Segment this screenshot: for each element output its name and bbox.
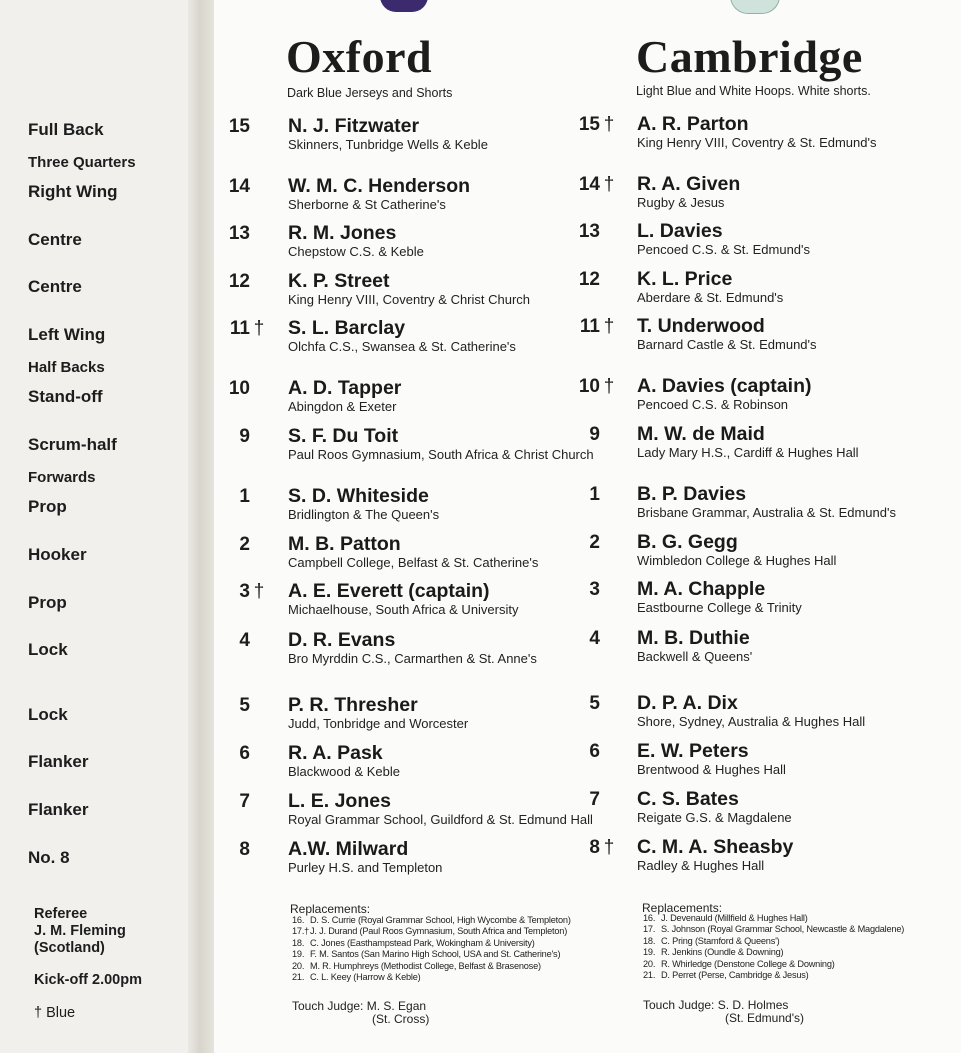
player-name: A. Davies (captain)	[637, 375, 812, 397]
replacement-text: J. J. Durand (Paul Roos Gymnasium, South Africa and Templeton)	[310, 926, 568, 937]
oxford-title: Oxford	[286, 31, 433, 82]
player-name: M. W. de Maid	[637, 423, 765, 445]
replacement-number: 21.	[643, 970, 656, 980]
player-name: L. E. Jones	[288, 790, 391, 812]
replacement-text: S. Johnson (Royal Grammar School, Newcastle & Magdalene)	[661, 924, 905, 935]
replacement-number: 20.	[292, 960, 305, 971]
player-school: Olchfa C.S., Swansea & St. Catherine's	[288, 339, 516, 354]
player-name: A. R. Parton	[637, 113, 749, 135]
player-number	[218, 581, 268, 603]
jersey-number: 12	[228, 271, 250, 292]
jersey-number: 8	[589, 837, 600, 858]
blue-dagger-icon: †	[603, 837, 615, 858]
book-spine	[188, 0, 214, 1053]
jersey-number: 8	[239, 839, 250, 860]
player-name: M. A. Chapple	[637, 578, 766, 600]
jersey-number: 14	[578, 174, 600, 195]
jersey-number: 2	[589, 532, 600, 553]
player-number	[218, 378, 268, 400]
player-school: Eastbourne College & Trinity	[637, 600, 802, 615]
replacement-item	[643, 924, 904, 934]
jersey-number: 11	[579, 316, 600, 337]
player-name: L. Davies	[637, 220, 723, 242]
referee-title: Referee	[34, 906, 88, 922]
replacement-item	[643, 936, 780, 946]
player-school: Pencoed C.S. & St. Edmund's	[637, 242, 811, 257]
player-number	[218, 534, 268, 556]
player-school: Michaelhouse, South Africa & University	[288, 602, 519, 617]
player-school: Reigate G.S. & Magdalene	[637, 810, 792, 825]
position-label-scrum-half: Scrum-half	[28, 435, 117, 454]
jersey-number: 4	[239, 630, 250, 651]
replacement-number: 18.	[292, 937, 305, 948]
player-number	[562, 693, 618, 715]
position-label-lock: Lock	[28, 705, 68, 724]
position-label-lock: Lock	[28, 640, 68, 659]
position-label-left-wing: Left Wing	[28, 325, 106, 344]
jersey-number: 10	[578, 376, 600, 397]
replacement-number: 21.	[292, 972, 305, 982]
player-number	[218, 318, 268, 340]
player-school: Backwell & Queens'	[637, 649, 753, 664]
replacement-text: C. L. Keey (Harrow & Keble)	[310, 972, 421, 982]
player-school: Wimbledon College & Hughes Hall	[637, 553, 837, 568]
referee-country: (Scotland)	[34, 940, 105, 956]
jersey-number: 15	[578, 114, 600, 135]
jersey-number: 5	[589, 693, 600, 714]
replacement-text: D. Perret (Perse, Cambridge & Jesus)	[661, 970, 809, 980]
player-school: Aberdare & St. Edmund's	[637, 290, 784, 305]
referee-name: J. M. Fleming	[34, 923, 126, 939]
player-school: Paul Roos Gymnasium, South Africa & Christ Church	[288, 447, 594, 462]
player-school: Rugby & Jesus	[637, 195, 725, 210]
replacement-text: F. M. Santos (San Marino High School, USA and St. Catherine's)	[310, 949, 561, 960]
player-number	[218, 695, 268, 717]
jersey-number: 6	[589, 741, 600, 762]
section-label-half-backs: Half Backs	[28, 359, 105, 376]
player-name: S. F. Du Toit	[288, 425, 399, 447]
player-school: Royal Grammar School, Guildford & St. Edmund Hall	[288, 812, 593, 827]
position-label-hooker: Hooker	[28, 545, 87, 564]
kickoff-time: Kick-off 2.00pm	[34, 972, 142, 988]
jersey-number: 11	[229, 318, 250, 339]
replacement-item	[292, 949, 560, 959]
replacement-item	[292, 972, 421, 982]
player-name: M. B. Duthie	[637, 627, 750, 649]
player-name: K. L. Price	[637, 268, 733, 290]
jersey-number: 3	[239, 581, 250, 602]
player-number	[562, 376, 618, 398]
jersey-number: 13	[578, 221, 600, 242]
oxford-kit: Dark Blue Jerseys and Shorts	[287, 86, 453, 100]
player-name: A.W. Milward	[288, 838, 409, 860]
replacement-number: 20.	[643, 958, 656, 969]
player-name: D. P. A. Dix	[637, 692, 738, 714]
cambridge-touch-judge: Touch Judge: S. D. Holmes	[643, 998, 789, 1012]
player-name: R. M. Jones	[288, 222, 397, 244]
player-number	[562, 837, 618, 859]
player-number	[562, 628, 618, 650]
player-name: A. D. Tapper	[288, 377, 402, 399]
jersey-number: 3	[589, 579, 600, 600]
player-school: Bridlington & The Queen's	[288, 507, 440, 522]
player-number	[218, 116, 268, 138]
player-school: Skinners, Tunbridge Wells & Keble	[288, 137, 488, 152]
replacement-item	[643, 959, 835, 969]
position-label-no-8: No. 8	[28, 848, 70, 867]
player-number	[562, 316, 618, 338]
replacement-number: 18.	[643, 935, 656, 946]
replacement-item	[643, 947, 783, 957]
player-school: Barnard Castle & St. Edmund's	[637, 337, 817, 352]
player-name: T. Underwood	[637, 315, 765, 337]
blue-dagger-icon: †	[603, 114, 615, 135]
player-name: M. B. Patton	[288, 533, 401, 555]
player-number	[562, 789, 618, 811]
cambridge-title: Cambridge	[636, 31, 863, 82]
jersey-number: 13	[228, 223, 250, 244]
replacement-text: J. Devenauld (Millfield & Hughes Hall)	[661, 913, 808, 923]
jersey-number: 7	[589, 789, 600, 810]
jersey-number: 15	[228, 116, 250, 137]
position-label-flanker: Flanker	[28, 752, 89, 771]
player-name: B. G. Gegg	[637, 531, 738, 553]
replacement-text: M. R. Humphreys (Methodist College, Belfast & Brasenose)	[310, 960, 541, 971]
section-label-forwards: Forwards	[28, 469, 96, 486]
jersey-number: 1	[589, 484, 600, 505]
replacement-item	[292, 926, 567, 936]
player-number	[218, 630, 268, 652]
player-number	[562, 174, 618, 196]
player-school: Brentwood & Hughes Hall	[637, 762, 786, 777]
player-name: C. M. A. Sheasby	[637, 836, 794, 858]
section-label-three-quarters: Three Quarters	[28, 154, 136, 171]
player-school: Campbell College, Belfast & St. Catherine's	[288, 555, 539, 570]
replacement-text: R. Whirledge (Denstone College & Downing)	[661, 958, 835, 969]
player-school: Judd, Tonbridge and Worcester	[288, 716, 469, 731]
jersey-number: 12	[578, 269, 600, 290]
player-school: King Henry VIII, Coventry & Christ Church	[288, 292, 531, 307]
oxford-touch-judge-college: (St. Cross)	[372, 1012, 430, 1026]
player-school: Bro Myrddin C.S., Carmarthen & St. Anne's	[288, 651, 537, 666]
jersey-number: 9	[589, 424, 600, 445]
player-number	[562, 424, 618, 446]
jersey-number: 6	[239, 743, 250, 764]
player-name: S. L. Barclay	[288, 317, 406, 339]
blue-dagger-icon: †	[253, 318, 265, 339]
jersey-number: 9	[239, 426, 250, 447]
player-school: Shore, Sydney, Australia & Hughes Hall	[637, 714, 866, 729]
player-name: C. S. Bates	[637, 788, 739, 810]
blue-dagger-icon: †	[253, 581, 265, 602]
player-name: D. R. Evans	[288, 629, 396, 651]
player-school: Sherborne & St Catherine's	[288, 197, 446, 212]
player-school: Brisbane Grammar, Australia & St. Edmund's	[637, 505, 896, 520]
jersey-number: 5	[239, 695, 250, 716]
position-label-centre: Centre	[28, 277, 82, 296]
player-number	[218, 271, 268, 293]
player-school: Pencoed C.S. & Robinson	[637, 397, 789, 412]
player-number	[562, 741, 618, 763]
replacement-text: D. S. Currie (Royal Grammar School, High Wycombe & Templeton)	[310, 915, 571, 925]
player-number	[562, 579, 618, 601]
left-page	[0, 0, 195, 1053]
player-name: A. E. Everett (captain)	[288, 580, 490, 602]
player-number	[218, 223, 268, 245]
replacement-text: C. Jones (Easthampstead Park, Wokingham & University)	[310, 937, 535, 948]
oxford-replacements-heading: Replacements:	[290, 902, 371, 916]
player-school: Purley H.S. and Templeton	[288, 860, 443, 875]
jersey-number: 10	[228, 378, 250, 399]
position-label-stand-off: Stand-off	[28, 387, 103, 406]
replacement-item	[292, 938, 535, 948]
cambridge-touch-judge-college: (St. Edmund's)	[725, 1011, 804, 1025]
player-name: P. R. Thresher	[288, 694, 418, 716]
player-name: R. A. Given	[637, 173, 741, 195]
replacement-item	[292, 961, 541, 971]
position-label-prop: Prop	[28, 593, 67, 612]
position-label-right-wing: Right Wing	[28, 182, 118, 201]
player-number	[562, 484, 618, 506]
player-number	[218, 176, 268, 198]
jersey-number: 7	[239, 791, 250, 812]
player-number	[562, 221, 618, 243]
replacement-number: 17.	[643, 924, 656, 935]
player-name: S. D. Whiteside	[288, 485, 429, 507]
player-school: Lady Mary H.S., Cardiff & Hughes Hall	[637, 445, 859, 460]
replacement-number: 16.	[643, 913, 656, 923]
replacement-item	[643, 970, 809, 980]
cambridge-replacements-heading: Replacements:	[642, 901, 723, 915]
player-number	[218, 839, 268, 861]
player-number	[562, 114, 618, 136]
player-school: Chepstow C.S. & Keble	[288, 244, 424, 259]
replacement-text: C. Pring (Stamford & Queens')	[661, 935, 780, 946]
player-name: B. P. Davies	[637, 483, 747, 505]
player-name: R. A. Pask	[288, 742, 383, 764]
jersey-number: 2	[239, 534, 250, 555]
blue-legend: † Blue	[34, 1005, 76, 1021]
player-number	[218, 791, 268, 813]
replacement-item	[292, 915, 571, 925]
oxford-touch-judge: Touch Judge: M. S. Egan	[292, 999, 427, 1013]
player-name: N. J. Fitzwater	[288, 115, 420, 137]
player-number	[562, 532, 618, 554]
replacement-number: 17.†	[292, 926, 310, 937]
player-name: K. P. Street	[288, 270, 390, 292]
blue-dagger-icon: †	[603, 174, 615, 195]
player-number	[218, 743, 268, 765]
player-number	[562, 269, 618, 291]
position-label-centre: Centre	[28, 230, 82, 249]
replacement-text: R. Jenkins (Oundle & Downing)	[661, 947, 784, 958]
player-name: W. M. C. Henderson	[288, 175, 471, 197]
player-school: Radley & Hughes Hall	[637, 858, 765, 873]
blue-dagger-icon: †	[603, 376, 615, 397]
cambridge-kit: Light Blue and White Hoops. White shorts.	[636, 84, 871, 98]
jersey-number: 4	[589, 628, 600, 649]
replacement-number: 19.	[292, 949, 305, 960]
player-school: Blackwood & Keble	[288, 764, 401, 779]
player-school: King Henry VIII, Coventry & St. Edmund's	[637, 135, 877, 150]
right-page	[214, 0, 961, 1053]
player-number	[218, 426, 268, 448]
blue-dagger-icon: †	[603, 316, 615, 337]
position-label-prop: Prop	[28, 497, 67, 516]
jersey-number: 14	[228, 176, 250, 197]
jersey-number: 1	[239, 486, 250, 507]
replacement-number: 19.	[643, 947, 656, 958]
player-name: E. W. Peters	[637, 740, 749, 762]
player-number	[218, 486, 268, 508]
player-school: Abingdon & Exeter	[288, 399, 397, 414]
position-label-full-back: Full Back	[28, 120, 104, 139]
position-label-flanker: Flanker	[28, 800, 89, 819]
replacement-number: 16.	[292, 915, 305, 925]
replacement-item	[643, 913, 808, 923]
